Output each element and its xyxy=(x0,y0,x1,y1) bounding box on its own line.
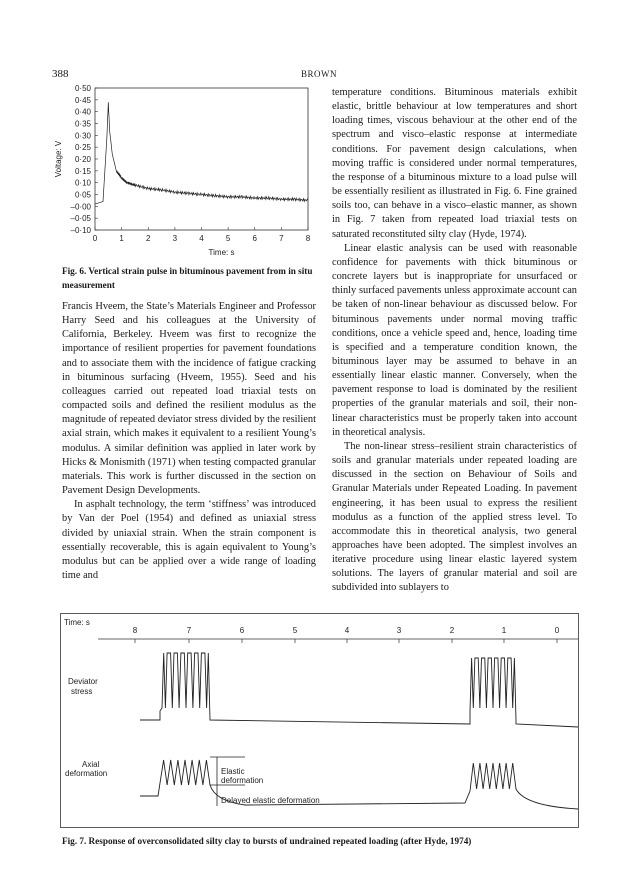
fig7-time-label: Time: s xyxy=(64,618,90,627)
fig7-time-tick-label: 8 xyxy=(132,626,138,635)
fig6-x-axis-label: Time: s xyxy=(208,248,235,257)
axial-label-line2: deformation xyxy=(65,769,108,778)
fig6-plot-group xyxy=(54,84,311,257)
left-column xyxy=(62,300,316,583)
fig6-y-tick-label: 0·30 xyxy=(74,131,91,141)
fig7-time-tick-label: 3 xyxy=(396,626,402,635)
fig7-time-tick-label: 1 xyxy=(501,626,507,635)
fig7-time-tick-label: 4 xyxy=(344,626,350,635)
fig6-x-tick-label: 8 xyxy=(305,234,311,243)
right-paragraph-1: temperature conditions. Bituminous materials exhibit elastic, brittle behaviour at low temperatures and short loading times, viscous behaviour at the other end of the spectrum and visco–elastic response at intermediate conditions. For pavement design calculations, when moving traffic is considered under normal temperatures, the response of a bituminous mixture to a load pulse will be essentially resilient as illustrated in Fig. 6. Fine grained soils too, can behave in a visco–elastic manner, as shown in Fig. 7 taken from repeated load triaxial tests on saturated reconstituted silty clay (Hyde, 1974). xyxy=(332,87,577,240)
fig6-y-tick-label: 0·40 xyxy=(74,107,91,117)
page-number: 388 xyxy=(52,68,69,80)
running-head: BROWN xyxy=(301,69,337,79)
deviator-label-line2: stress xyxy=(71,687,93,696)
fig6-x-tick-label: 3 xyxy=(172,234,178,243)
fig6-y-axis-label: Voltage: V xyxy=(54,140,63,178)
fig7-time-tick-label: 5 xyxy=(292,626,298,635)
fig6-y-tick-label: 0·10 xyxy=(74,178,91,188)
right-column xyxy=(332,86,577,596)
fig7-diagram xyxy=(60,613,585,831)
fig7-caption: Fig. 7. Response of overconsolidated silty clay to bursts of undrained repeated loading (after Hyde, 1974) xyxy=(62,836,472,846)
fig6-x-tick-label: 6 xyxy=(252,234,257,243)
left-paragraph-2: In asphalt technology, the term ‘stiffness’ was introduced by Van der Poel (1954) and defined as uniaxial stress divided by uniaxial strain. When the strain component is essentially recoverable, this is again equivalent to Young’s modulus but can be applied over a wide range of loading time and xyxy=(62,499,316,581)
fig6-y-tick-label: 0·25 xyxy=(74,143,91,153)
elastic-label-line1: Elastic xyxy=(221,767,245,776)
fig7-time-ticks xyxy=(133,626,560,643)
fig7-time-tick-label: 0 xyxy=(554,626,560,635)
fig6-y-tick-label: 0·20 xyxy=(74,155,91,164)
fig6-x-tick-label: 5 xyxy=(225,234,231,243)
fig6-series-line xyxy=(95,102,308,204)
fig7-time-tick-label: 2 xyxy=(449,626,455,635)
fig6-y-tick-label: 0·15 xyxy=(74,166,91,176)
right-paragraph-3: The non-linear stress–resilient strain characteristics of soils and granular materials under repeated loading are discussed in the section on Behaviour of Soils and Granular Materials under Repeated Loading. In pavement engineering, it has been usual to express the resilient modulus as a function of the applied stress level. To accommodate this in theoretical analysis, two general approaches have been adopted. The simplest involves an iterative procedure using linear elastic layered system solutions. The layers of granular material and soil are subdivided into sublayers to xyxy=(332,440,577,594)
fig6-x-tick-label: 1 xyxy=(119,234,124,243)
fig7-time-tick-label: 7 xyxy=(186,626,192,635)
axial-label-line1: Axial xyxy=(82,760,100,769)
elastic-label-line2: deformation xyxy=(221,776,264,785)
right-paragraph-2: Linear elastic analysis can be used with reasonable confidence for pavements with thick bituminous or concrete layers but is inappropriate for unsurfaced or thinly surfaced pavements unless approximate account can be taken of non-linear behaviour as discussed below. For bituminous pavements under normal moving traffic conditions, once a vehicle speed and, hence, loading time is specified and a temperature condition known, the bituminous layer may be assumed to behave in an essentially linear elastic manner. Conversely, when the pavement response to load is dominated by the resilient properties of the granular materials and soil, their non-linear characteristics must be properly taken into account in theoretical analysis. xyxy=(332,242,577,438)
fig6-plot-frame xyxy=(95,88,308,230)
fig6-chart xyxy=(50,82,325,260)
fig6-y-tick-label: 0·05 xyxy=(74,190,91,200)
fig6-x-tick-label: 7 xyxy=(279,234,284,243)
fig6-y-tick-label: 0·35 xyxy=(74,119,91,129)
fig7-time-tick-label: 6 xyxy=(239,626,245,635)
fig6-x-tick-label: 0 xyxy=(92,234,98,243)
axial-deformation-trace xyxy=(140,760,578,809)
fig6-x-tick-label: 2 xyxy=(146,234,151,243)
deviator-stress-trace xyxy=(140,653,578,727)
fig6-x-tick-label: 4 xyxy=(199,234,204,243)
fig6-caption: Fig. 6. Vertical strain pulse in bituminous pavement from in situ measurement xyxy=(62,266,313,290)
delayed-elastic-label: Delayed elastic deformation xyxy=(221,796,320,805)
left-paragraph-1: Francis Hveem, the State’s Materials Engineer and Professor Harry Seed and his colleagues at the University of California, Berkeley. Hveem was first to recognize the importance of resilient properties for pavement foundations and to associate them with the incidence of fatigue cracking in bituminous surfacing (Hveem, 1955). Seed and his colleagues carried out repeated load triaxial tests on compacted soils and defined the resilient modulus as the magnitude of repeated deviator stress divided by the resilient axial strain, which makes it equivalent to a resilient Young’s modulus. A similar definition was applied in later work by Hicks & Monismith (1971) when testing compacted granular materials. This work is further discussed in the section on Pavement Design Developments. xyxy=(62,301,316,497)
fig6-y-tick-label: –0·00 xyxy=(70,202,91,212)
fig6-y-tick-label: 0·50 xyxy=(74,84,91,93)
fig6-y-tick-label: –0·05 xyxy=(70,214,91,224)
fig6-y-tick-label: –0·10 xyxy=(70,226,91,235)
fig6-y-tick-label: 0·45 xyxy=(74,95,91,105)
deviator-label-line1: Deviator xyxy=(68,677,98,686)
